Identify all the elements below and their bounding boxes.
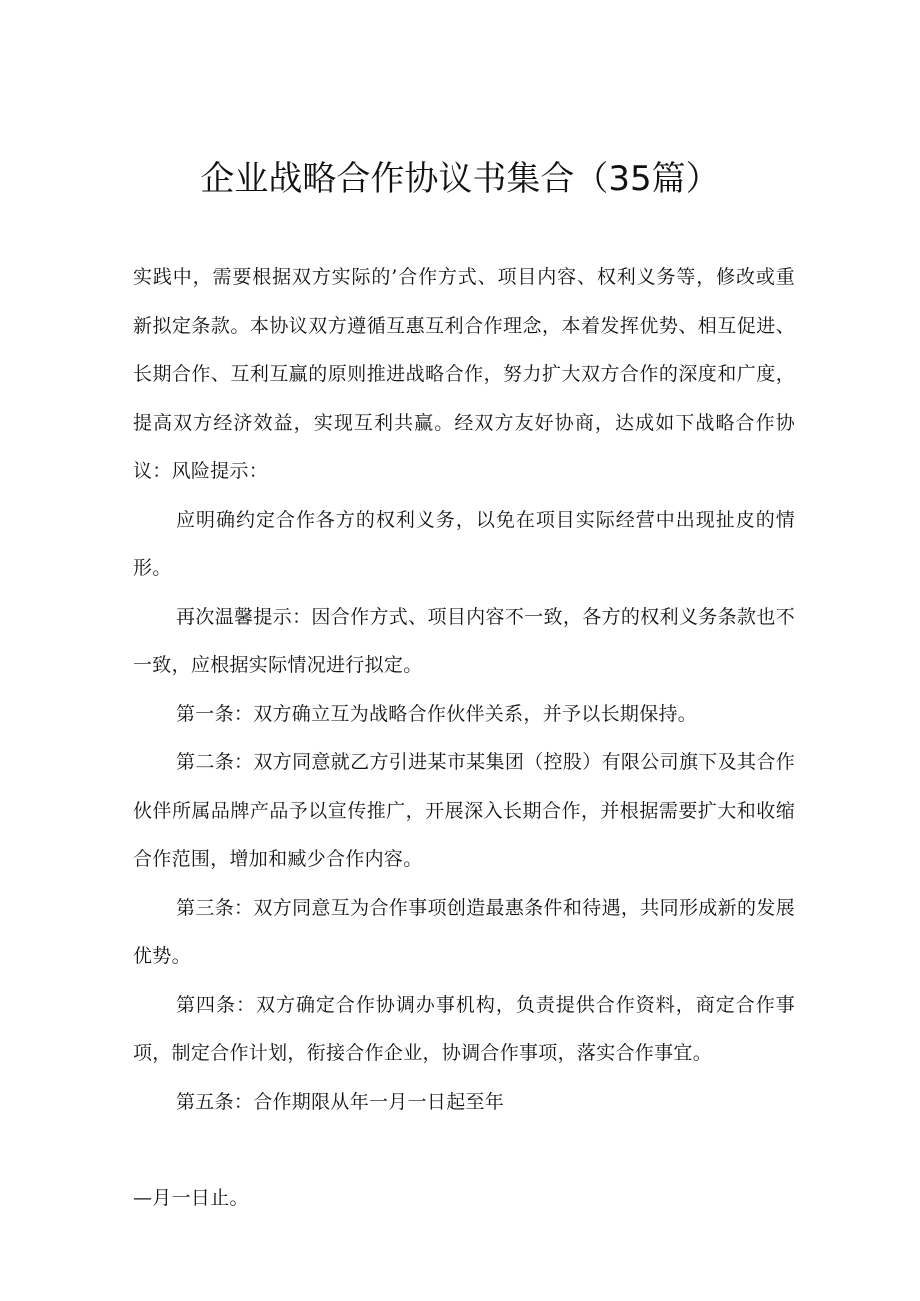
paragraph-article-4: 第四条：双方确定合作协调办事机构，负责提供合作资料，商定合作事项，制定合作计划，衔接合作企业，协调合作事项，落实合作事宜。 [133,993,795,1064]
paragraph-risk-note: 应明确约定合作各方的权利义务，以免在项目实际经营中出现扯皮的情形。 [133,508,795,579]
document-title: 企业战略合作协议书集合（35篇） [200,159,720,199]
paragraph-intro: 实践中，需要根据双方实际的’合作方式、项目内容、权利义务等，修改或重新拟定条款。本协议双方遵循互惠互利合作理念，本着发挥优势、相互促进、长期合作、互利互赢的原则推进战略合作，努力扩大双方合作的深度和广度，提高双方经济效益，实现互利共赢。经双方友好协商，达成如下战略合作协议：风险提示： [133,266,795,482]
paragraph-article-3: 第三条：双方同意互为合作事项创造最惠条件和待遇，共同形成新的发展优势。 [133,896,795,967]
paragraph-article-5: 第五条：合作期限从年一月一日起至年 [176,1090,505,1113]
paragraph-article-2: 第二条：双方同意就乙方引进某市某集团（控股）有限公司旗下及其合作伙伴所属品牌产品予以宣传推广，开展深入长期合作，并根据需要扩大和收缩合作范围，增加和臧少合作内容。 [133,751,795,870]
document-body [133,253,795,1223]
paragraph-article-5-end: —月一日止。 [133,1187,249,1209]
paragraph-reminder: 再次温馨提示：因合作方式、项目内容不一致，各方的权利义务条款也不一致，应根据实际情况进行拟定。 [133,605,795,676]
paragraph-article-1: 第一条：双方确立互为战略合作伙伴关系，并予以长期保持。 [176,702,698,725]
